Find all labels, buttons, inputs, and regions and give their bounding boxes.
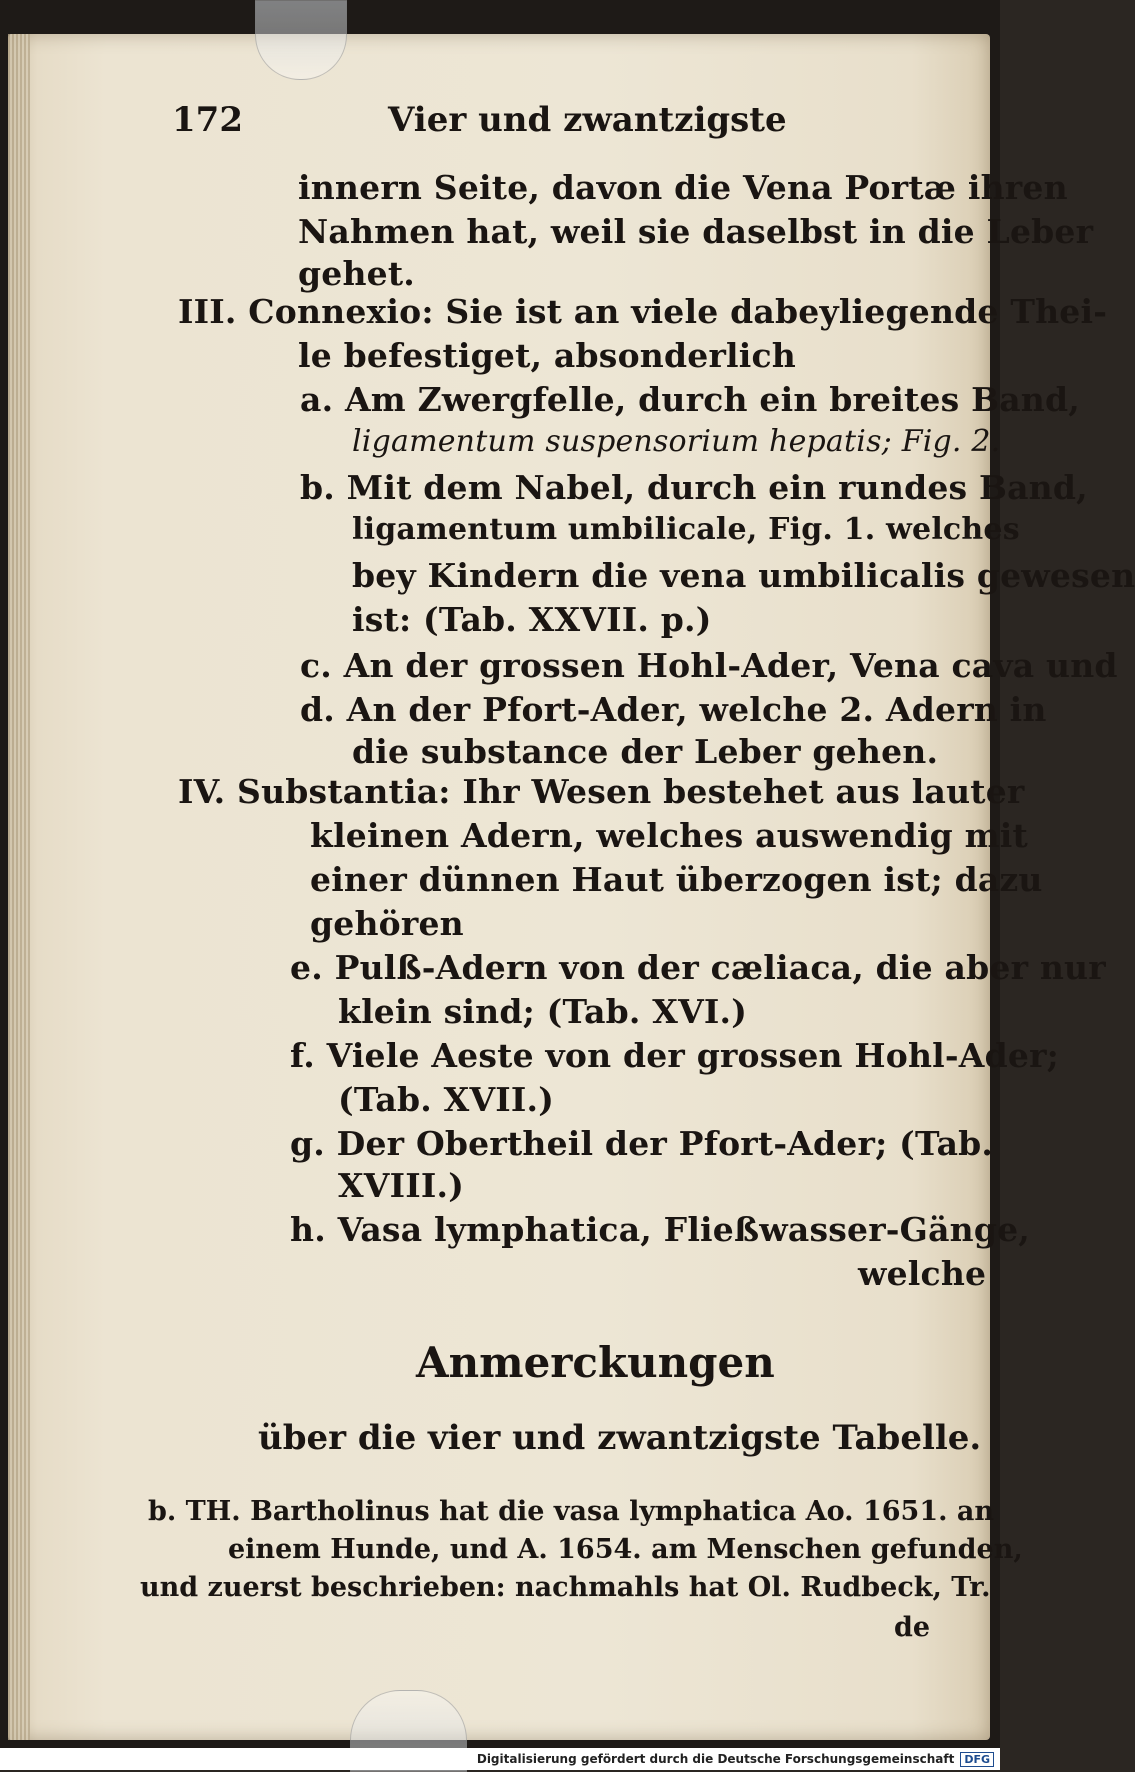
catchword: welche [858,1254,987,1293]
body-line: kleinen Adern, welches auswendig mit [310,816,1028,855]
body-line: le befestiget, absonderlich [298,336,796,375]
body-line: ist: (Tab. XXVII. p.) [352,600,712,639]
body-line: d. An der Pfort-Ader, welche 2. Adern in [300,690,1047,729]
body-line: a. Am Zwergfelle, durch ein breites Band, [300,380,1080,419]
footnote-line: b. TH. Bartholinus hat die vasa lymphatica Ao. 1651. an [148,1496,995,1527]
body-line: h. Vasa lymphatica, Fließwasser-Gänge, [290,1210,1030,1249]
notes-subheading: über die vier und zwantzigste Tabelle. [258,1418,982,1458]
footer-credit: Digitalisierung gefördert durch die Deutsche Forschungsgemeinschaft [476,1752,955,1766]
body-line: ligamentum suspensorium hepatis; Fig. 2. [352,424,1001,459]
footnote-line: einem Hunde, und A. 1654. am Menschen gefunden, [228,1534,1023,1565]
body-line: gehören [310,904,464,943]
body-line: IV. Substantia: Ihr Wesen bestehet aus lauter [178,772,1025,811]
body-line: b. Mit dem Nabel, durch ein rundes Band, [300,468,1088,507]
notes-heading: Anmerckungen [416,1338,775,1387]
body-line: III. Connexio: Sie ist an viele dabeyliegende Thei- [178,292,1108,331]
footnote-line: und zuerst beschrieben: nachmahls hat Ol. Rudbeck, Tr. [140,1572,991,1603]
digitization-footer [0,1748,1000,1770]
body-line: bey Kindern die vena umbilicalis gewesen [352,556,1135,595]
body-line: innern Seite, davon die Vena Portæ ihren [298,168,1068,207]
body-line: c. An der grossen Hohl-Ader, Vena cava und [300,646,1118,685]
page-number: 172 [172,100,243,140]
body-line: die substance der Leber gehen. [352,732,939,771]
body-line: (Tab. XVII.) [338,1080,555,1119]
running-head: Vier und zwantzigste [388,100,787,140]
footnote-catchword: de [894,1612,931,1643]
body-line: XVIII.) [338,1166,465,1205]
body-line: e. Pulß-Adern von der cæliaca, die aber nur [290,948,1106,987]
dfg-logo: DFG [960,1752,994,1767]
body-line: f. Viele Aeste von der grossen Hohl-Ader; [290,1036,1060,1075]
body-line: einer dünnen Haut überzogen ist; dazu [310,860,1043,899]
body-line: klein sind; (Tab. XVI.) [338,992,748,1031]
body-line: Nahmen hat, weil sie daselbst in die Leber [298,212,1094,251]
body-line: g. Der Obertheil der Pfort-Ader; (Tab. [290,1124,994,1163]
body-line: gehet. [298,254,415,293]
body-line: ligamentum umbilicale, Fig. 1. welches [352,512,1020,547]
